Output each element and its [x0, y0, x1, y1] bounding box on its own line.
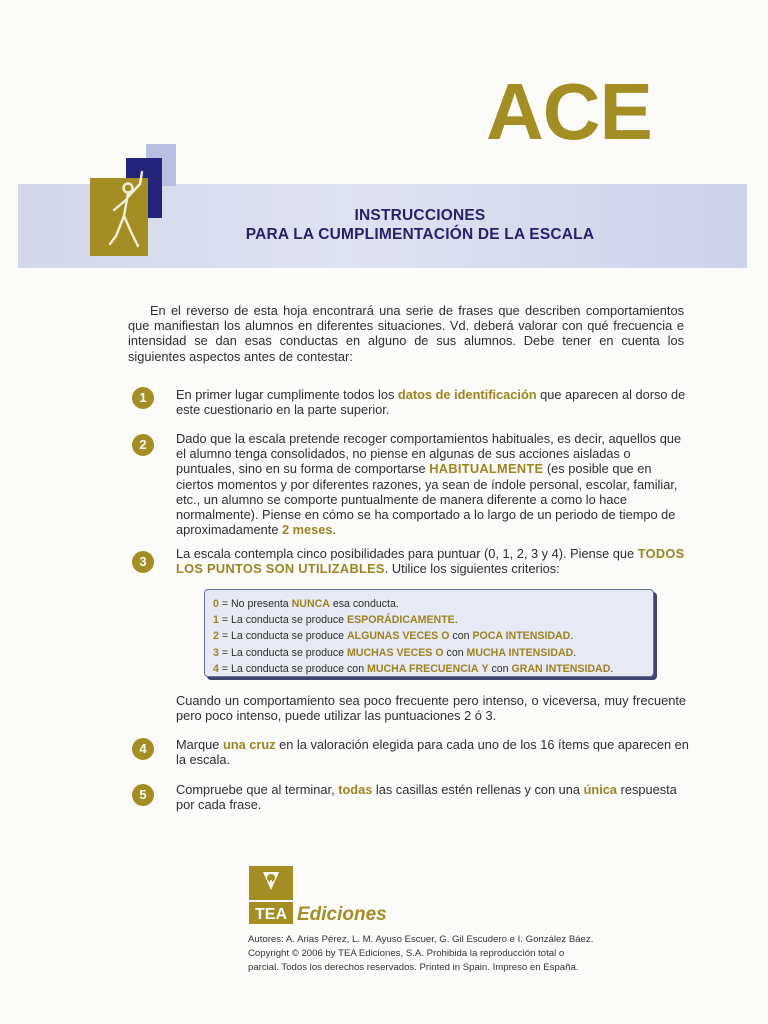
- criteria-row: 1 = La conducta se produce ESPORÁDICAMENTE.: [213, 614, 458, 627]
- item-text: La escala contempla cinco posibilidades para puntuar (0, 1, 2, 3 y 4). Piense que TODOS LOS PUNTOS SON UTILIZABLES. Utilice los siguientes criterios:: [176, 546, 685, 577]
- item-number-badge: 1: [132, 387, 154, 409]
- item-number-badge: 5: [132, 784, 154, 806]
- criteria-note: Cuando un comportamiento sea poco frecuente pero intenso, o viceversa, muy frecuente pero poco intenso, puede utilizar las puntuaciones 2 ó 3.: [176, 693, 686, 724]
- publisher-name: Ediciones: [297, 904, 387, 925]
- copyright-line-2: parcial. Todos los derechos reservados. Printed in Spain. Impreso en España.: [248, 961, 579, 973]
- tea-logo-text: TEA: [255, 906, 287, 923]
- criteria-row: 2 = La conducta se produce ALGUNAS VECES O con POCA INTENSIDAD.: [213, 630, 574, 643]
- item-number-badge: 2: [132, 434, 154, 456]
- item-text: Compruebe que al terminar, todas las casillas estén rellenas y con una única respuesta por cada frase.: [176, 782, 677, 813]
- intro-text: En el reverso de esta hoja encontrará una serie de frases que describen comportamientos que manifiestan los alumnos en diferentes situaciones. Vd. deberá valorar con qué frecuencia e intensidad se dan esas conductas en alguno de sus alumnos. Debe tener en cuenta los siguientes aspectos antes de contestar:: [128, 303, 684, 364]
- item-text: En primer lugar cumplimente todos los datos de identificación que aparecen al dorso de este cuestionario en la parte superior.: [176, 387, 686, 418]
- item-text: Dado que la escala pretende recoger comportamientos habituales, es decir, aquellos que el alumno tenga consolidados, no piense en algunas de sus acciones aisladas o puntuales, sino en su forma de comportarse HABITUALMENTE (es posible que en ciertos momentos y por diferentes razones, ya sean de índole personal, escolar, familiar, etc., un alumno se comporte puntualmente de manera diferente a como lo hace normalmente). Piense en cómo se ha comportado a lo largo de un periodo de tiempo de aproximadamente 2 meses.: [176, 431, 682, 538]
- criteria-row: 4 = La conducta se produce con MUCHA FRECUENCIA Y con GRAN INTENSIDAD.: [213, 662, 614, 675]
- authors-line: Autores: A. Arias Pérez, L. M. Ayuso Escuer, G. Gil Escudero e I. González Báez.: [248, 934, 594, 945]
- header-title: [150, 206, 690, 244]
- criteria-row: 0 = No presenta NUNCA esa conducta.: [213, 598, 399, 610]
- item-number-badge: 4: [132, 738, 154, 760]
- header-line-2: PARA LA CUMPLIMENTACIÓN DE LA ESCALA: [245, 226, 595, 243]
- header-line-1: INSTRUCCIONES: [354, 207, 486, 224]
- criteria-box: [204, 589, 654, 677]
- copyright-line-1: Copyright © 2006 by TEA Ediciones, S.A. Prohibida la reproducción total o: [248, 947, 565, 959]
- intro-paragraph: [128, 303, 684, 364]
- tea-logo-icon: [249, 866, 293, 926]
- criteria-row: 3 = La conducta se produce MUCHAS VECES O con MUCHA INTENSIDAD.: [213, 646, 577, 659]
- ace-title: ACE: [486, 67, 652, 156]
- item-text: Marque una cruz en la valoración elegida para cada uno de los 16 ítems que aparecen en la escala.: [176, 737, 689, 768]
- item-number-badge: 3: [132, 551, 154, 573]
- credits: [248, 933, 648, 974]
